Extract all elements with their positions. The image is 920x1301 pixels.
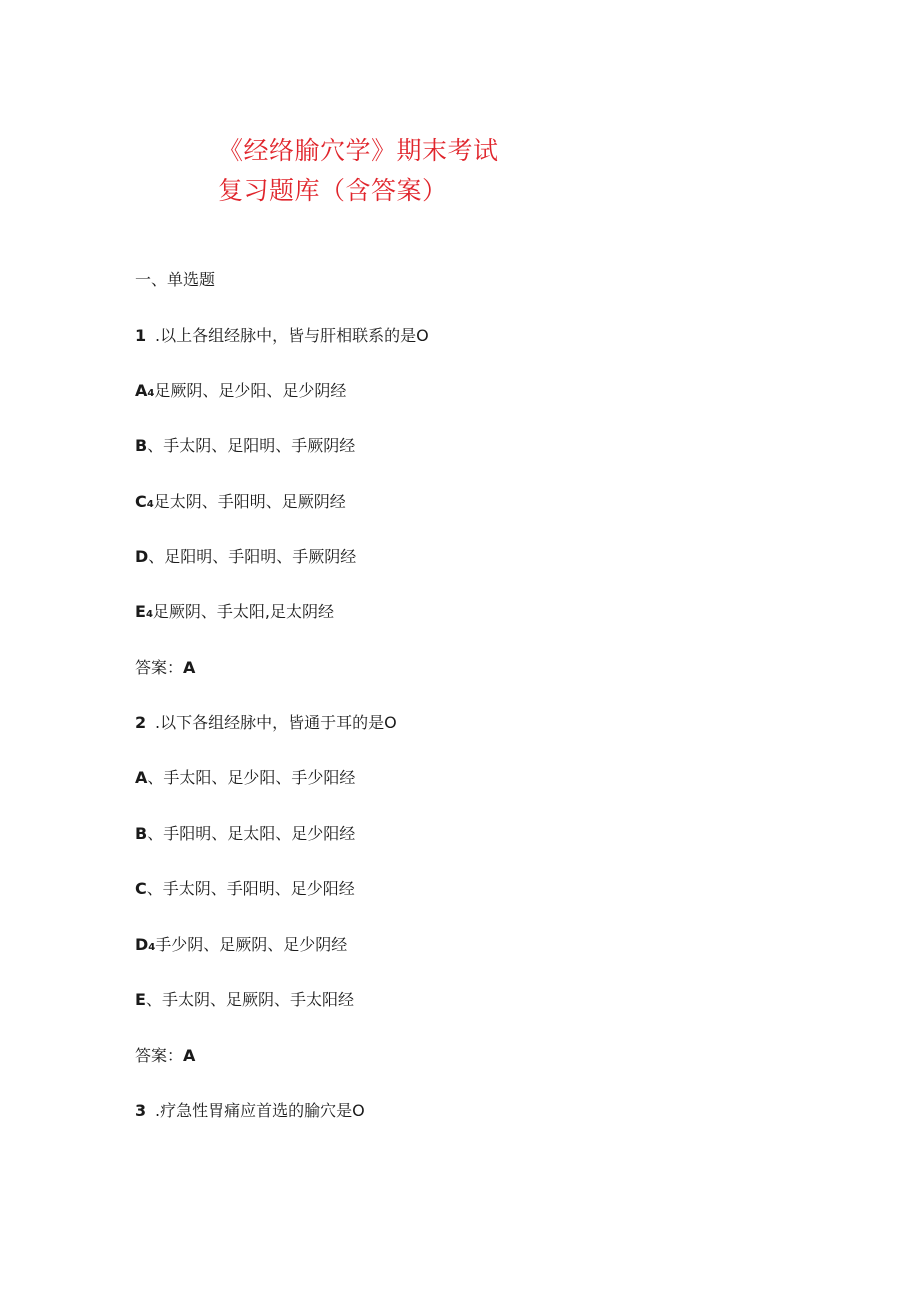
option-letter: D xyxy=(135,935,149,954)
option-text: 手太阴、手阳明、足少阳经 xyxy=(162,879,355,898)
option-letter: C xyxy=(135,492,147,511)
answer-label: 答案： xyxy=(135,1046,184,1065)
answer-2 xyxy=(135,1043,195,1066)
document-title-line-1: 《经络腧穴学》期末考试 xyxy=(218,136,499,165)
question-text: .以上各组经脉中，皆与肝相联系的是O xyxy=(155,326,429,345)
option-text: 手太阴、足厥阴、手太阳经 xyxy=(161,990,354,1009)
answer-value: A xyxy=(183,658,196,677)
answer-1 xyxy=(135,655,195,678)
option-letter: D xyxy=(135,547,149,566)
option-2e xyxy=(135,987,354,1010)
option-letter: A xyxy=(135,768,148,787)
option-separator: 、 xyxy=(147,824,164,843)
option-text: 足厥阴、足少阳、足少阴经 xyxy=(154,381,347,400)
option-separator: 4 xyxy=(145,609,153,620)
option-1a xyxy=(135,378,346,401)
option-separator: 、 xyxy=(147,436,164,455)
option-2d xyxy=(135,932,347,955)
option-letter: A xyxy=(135,381,148,400)
option-2b xyxy=(135,821,355,844)
option-1d xyxy=(135,544,356,567)
answer-value: A xyxy=(183,1046,196,1065)
option-text: 手太阴、足阳明、手厥阴经 xyxy=(163,436,356,455)
option-separator: 、 xyxy=(147,768,164,787)
option-separator: 、 xyxy=(148,547,165,566)
option-2c xyxy=(135,876,355,899)
option-1b xyxy=(135,433,355,456)
option-letter: B xyxy=(135,824,148,843)
option-separator: 4 xyxy=(146,499,154,510)
question-1 xyxy=(135,323,429,346)
option-separator: 4 xyxy=(148,942,156,953)
answer-label: 答案： xyxy=(135,658,184,677)
document-title-line-2: 复习题库（含答案） xyxy=(218,176,448,205)
option-1e xyxy=(135,599,334,622)
option-separator: 、 xyxy=(146,879,163,898)
option-separator: 4 xyxy=(147,388,155,399)
question-text: .疗急性胃痛应首选的腧穴是O xyxy=(155,1101,365,1120)
option-text: 足厥阴、手太阳,足太阴经 xyxy=(152,602,334,621)
question-3 xyxy=(135,1098,365,1121)
option-text: 足太阴、手阳明、足厥阴经 xyxy=(153,492,346,511)
question-number: 1 xyxy=(135,326,147,345)
option-letter: C xyxy=(135,879,147,898)
question-text: .以下各组经脉中，皆通于耳的是O xyxy=(155,713,397,732)
option-text: 手少阴、足厥阴、足少阴经 xyxy=(155,935,348,954)
section-heading: 一、单选题 xyxy=(135,270,216,289)
option-2a xyxy=(135,765,355,788)
option-letter: E xyxy=(135,990,146,1009)
question-2 xyxy=(135,710,397,733)
option-letter: B xyxy=(135,436,148,455)
option-text: 手阳明、足太阳、足少阳经 xyxy=(163,824,356,843)
option-separator: 、 xyxy=(145,990,162,1009)
question-number: 3 xyxy=(135,1101,147,1120)
option-text: 足阳明、手阳明、手厥阴经 xyxy=(164,547,357,566)
question-number: 2 xyxy=(135,713,147,732)
option-1c xyxy=(135,489,346,512)
option-letter: E xyxy=(135,602,146,621)
option-text: 手太阳、足少阳、手少阳经 xyxy=(163,768,356,787)
